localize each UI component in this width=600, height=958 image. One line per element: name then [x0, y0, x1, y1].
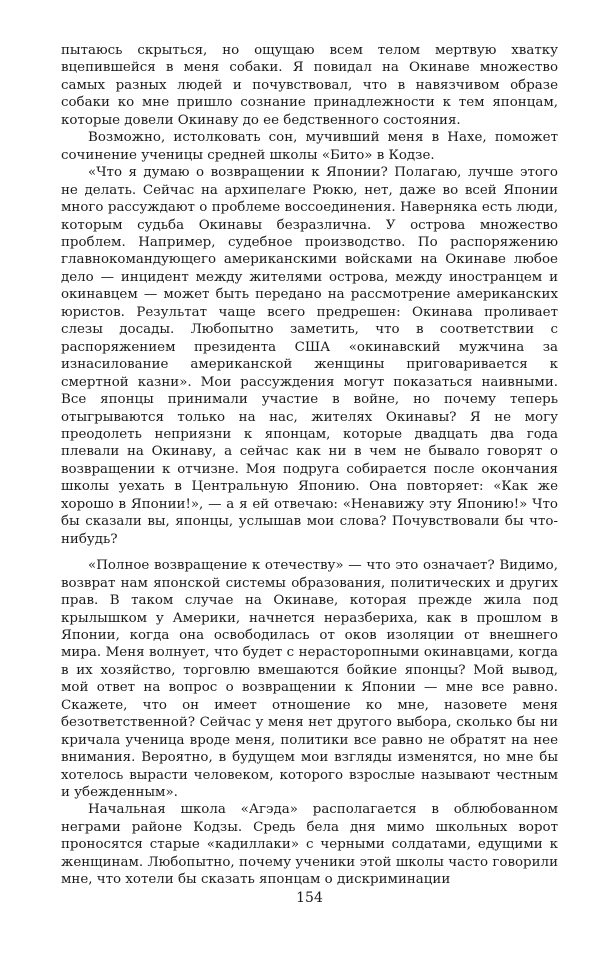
page-number: 154 [296, 890, 323, 906]
paragraph-continued: пытаюсь скрыться, но ощущаю всем телом мертвую хватку вцепившейся в меня собаки. Я повидал на Окинаве множество самых разных людей и почувствовал, что в навязчивом образе собаки ко мне пришло сознание принадлежности к тем японцам, которые довели Окинаву до ее бедственного состояния. [61, 43, 558, 128]
paragraph-essay-quote: «Что я думаю о возвращении к Японии? Полагаю, лучше этого не делать. Сейчас на архипелаге Рюкю, нет, даже во всей Японии много рассуждают о проблеме воссоединения. Наверняка есть люди, которым судьба Окинавы безразлична. У острова множество проблем. Например, судебное производство. По распоряжению главнокомандующего американскими войсками на Окинаве любое дело — инцидент между жителями острова, между иностранцем и окинавцем — может быть передано на рассмотрение американских юристов. Результат чаще всего предрешен: Окинава проливает слезы досады. Любопытно заметить, что в соответствии с распоряжением президента США «окинавский мужчина за изнасилование американской женщины приговаривается к смертной казни». Мои рассуждения могут показаться наивными. Все японцы принимали участие в войне, но почему теперь отыгрываются только на нас, жителях Окинавы? Я не могу преодолеть неприязни к японцам, которые двадцать два года плевали на Окинаву, а сейчас как ни в чем не бывало говорят о возвращении к отчизне. Моя подруга собирается после окончания школы уехать в Центральную Японию. Она повторяет: «Как же хорошо в Японии!», — а я ей отвечаю: «Ненавижу эту Японию!» Что бы сказали вы, японцы, услышав мои слова? Почувствовали бы что-нибудь? [61, 165, 558, 547]
paragraph: Начальная школа «Агэда» располагается в облюбованном неграми районе Кодзы. Средь бела дня мимо школьных ворот проносятся старые «кадиллаки» с черными солдатами, едущими к женщинам. Любопытно, почему ученики этой школы часто говорили мне, что хотели бы сказать японцам о дискриминации [61, 802, 558, 888]
paragraph: Возможно, истолковать сон, мучивший меня в Нахе, поможет сочинение ученицы средней школы «Бито» в Кодзе. [61, 130, 558, 163]
paragraph-essay-quote-continued: «Полное возвращение к отечеству» — что это означает? Видимо, возврат нам японской системы образования, политических и других прав. В таком случае на Окинаве, которая прежде жила под крылышком у Америки, начнется неразбериха, как в прошлом в Японии, когда она освободилась от оков изоляции от внешнего мира. Меня волнует, что будет с нерасторопными окинавцами, когда в их хозяйство, торговлю вмешаются бойкие японцы? Мой вывод, мой ответ на вопрос о возвращении к Японии — мне все равно. Скажете, что он имеет отношение ко мне, назовете меня безответственной? Сейчас у меня нет другого выбора, сколько бы ни кричала ученица вроде меня, политики все равно не обратят на нее внимания. Вероятно, в будущем мои взгляды изменятся, но мне бы хотелось вырасти человеком, которого взрослые называют честным и убежденным». [61, 558, 558, 801]
